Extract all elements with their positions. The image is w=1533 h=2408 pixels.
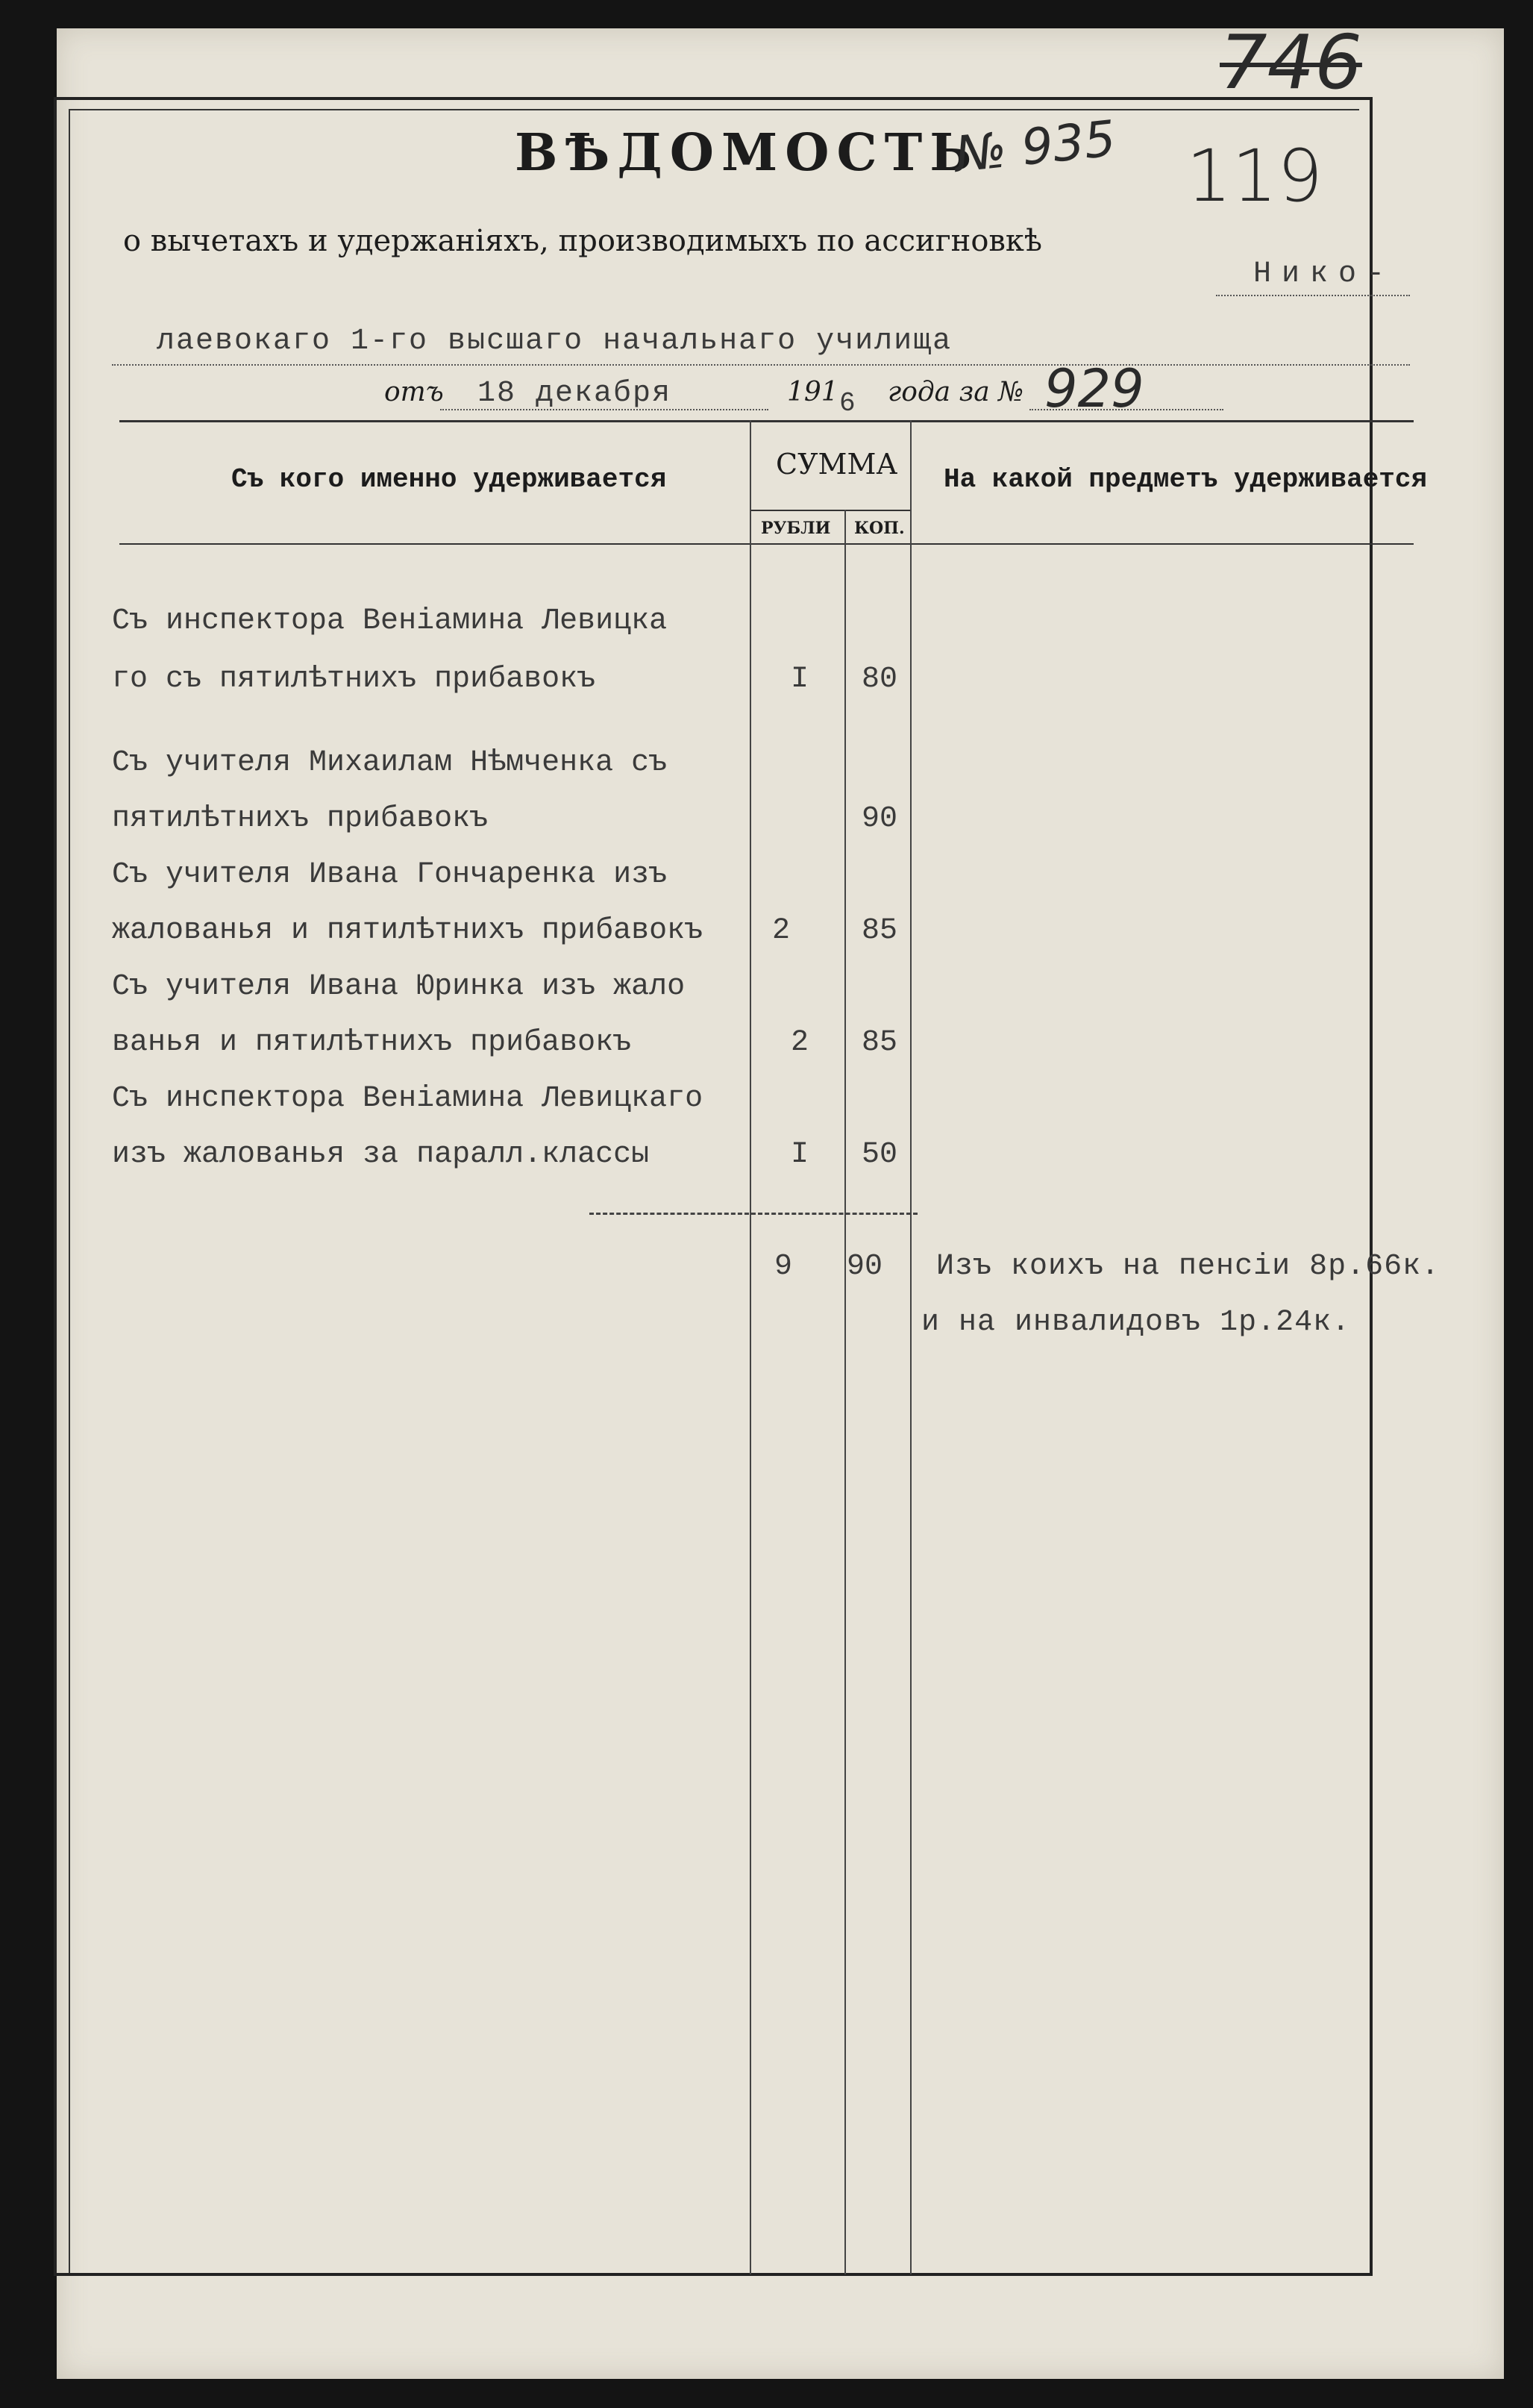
date-value: 18 декабря: [477, 377, 672, 410]
table-top-rule: [119, 420, 1414, 422]
row-5-rub: I: [791, 1138, 809, 1172]
note-line-2: и на инвалидовъ 1р.24к.: [921, 1306, 1351, 1339]
handwritten-page-number: 119: [1186, 134, 1323, 218]
row-1-kop: 80: [862, 663, 898, 696]
kop-column-line: [844, 510, 846, 2274]
row-2-line-1: Съ учителя Михаилам Нѣмченка съ: [112, 746, 668, 780]
row-4-rub: 2: [791, 1026, 809, 1060]
row-4-kop: 85: [862, 1026, 898, 1060]
document-title: ВѢДОМОСТЬ: [515, 123, 979, 183]
handwritten-corner-number: 746: [1220, 19, 1362, 106]
row-1-line-1: Съ инспектора Веніамина Левицка: [112, 604, 668, 638]
column-sum: СУММА: [776, 448, 898, 481]
table-header-rule: [119, 543, 1414, 545]
year-label: года за №: [888, 377, 1024, 407]
date-prefix: отъ: [384, 377, 444, 407]
row-4-line-2: ванья и пятилѣтнихъ прибавокъ: [112, 1026, 632, 1060]
note-line-1: Изъ коихъ на пенсіи 8р.66к.: [936, 1250, 1440, 1283]
row-3-rub: 2: [772, 914, 791, 948]
column-purpose: На какой предметъ удерживается: [944, 464, 1428, 495]
rub-column-line: [750, 420, 751, 2274]
total-rub: 9: [774, 1250, 793, 1283]
fill-line-1: [1216, 295, 1410, 296]
row-2-kop: 90: [862, 802, 898, 836]
fill-line-2: [112, 364, 1410, 366]
row-5-kop: 50: [862, 1138, 898, 1172]
year-prefix: 191: [787, 377, 838, 407]
inner-frame: [69, 109, 1359, 2273]
row-5-line-1: Съ инспектора Веніамина Левицкаго: [112, 1082, 703, 1116]
row-3-line-2: жалованья и пятилѣтнихъ прибавокъ: [112, 914, 703, 948]
total-kop: 90: [847, 1250, 883, 1283]
row-1-rub: I: [791, 663, 809, 696]
year-suffix: 6: [839, 388, 857, 419]
subtitle: о вычетахъ и удержаніяхъ, производимыхъ по ассигновкѣ: [123, 224, 1043, 258]
column-from: Съ кого именно удерживается: [231, 464, 667, 495]
row-2-line-2: пятилѣтнихъ прибавокъ: [112, 802, 489, 836]
assignment-number: 929: [1044, 358, 1144, 419]
row-4-line-1: Съ учителя Ивана Юринка изъ жало: [112, 970, 686, 1004]
row-5-line-2: изъ жалованья за паралл.классы: [112, 1138, 650, 1172]
row-3-kop: 85: [862, 914, 898, 948]
institution-line-1: Нико-: [1253, 257, 1396, 291]
handwritten-number: № 935: [952, 109, 1119, 184]
institution-line-2: лаевокаго 1-го высшаго начальнаго училища: [157, 325, 953, 358]
row-1-line-2: го съ пятилѣтнихъ прибавокъ: [112, 663, 596, 696]
row-3-line-1: Съ учителя Ивана Гончаренка изъ: [112, 858, 668, 892]
column-kop: КОП.: [854, 519, 905, 538]
total-separator: [589, 1213, 918, 1215]
purpose-column-line: [910, 420, 912, 2274]
sum-sub-rule: [750, 510, 910, 511]
column-rub: РУБЛИ: [761, 519, 831, 538]
